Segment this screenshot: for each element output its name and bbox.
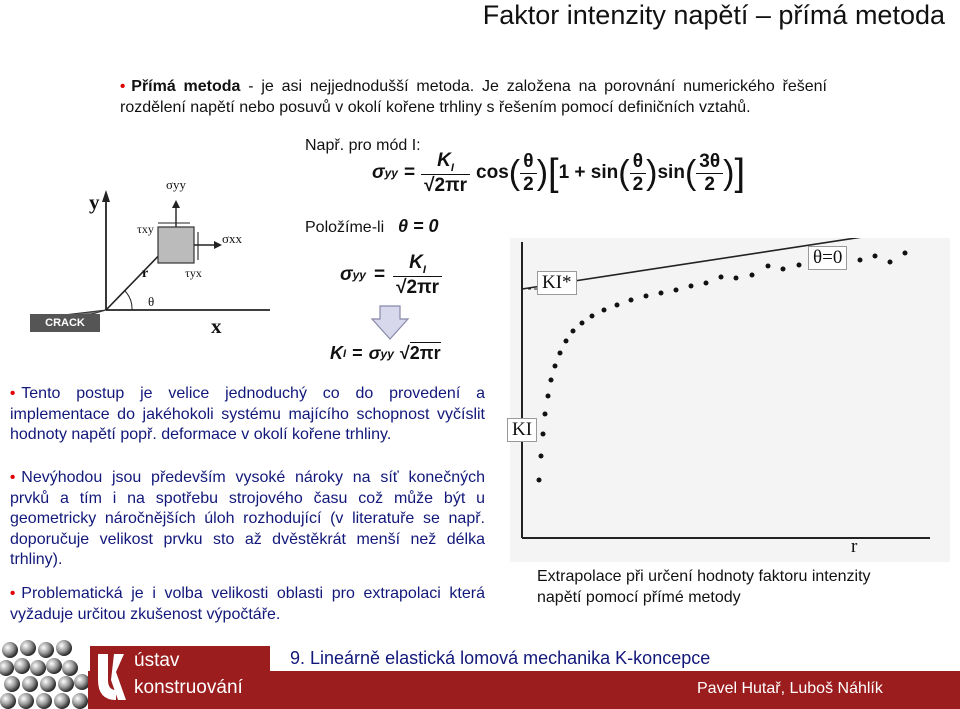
intro-paragraph (120, 77, 827, 118)
eq-two-b: 2 (632, 173, 644, 195)
eq-2pir: 2πr (434, 174, 468, 196)
eq-one-plus-sin: 1 + sin (558, 162, 619, 184)
diagram-sigma-yy: σyy (166, 177, 187, 192)
assume-label: Položíme-li (305, 219, 385, 236)
bullet-2 (10, 468, 485, 571)
spheres-logo-icon (0, 640, 88, 709)
slide-title: Faktor intenzity napětí – přímá metoda (482, 0, 945, 30)
eq3-equals: = (352, 343, 363, 363)
eq-k: K (437, 150, 451, 171)
authors: Pavel Hutař, Luboš Náhlík (697, 680, 883, 697)
eq2-k-sub: I (422, 263, 426, 276)
graph-caption: Extrapolace při určení hodnoty faktoru intenzity napětí pomocí přímé metody (537, 568, 871, 606)
crack-tip-diagram (30, 160, 290, 335)
eq-cos: cos (476, 162, 509, 184)
bullet-dot: • (10, 469, 16, 486)
bullet-3-text: Problematická je i volba velikosti oblasti pro extrapolaci která vyžaduje určitou zkušenost výpočtáře. (10, 585, 485, 623)
institute-logo (90, 646, 270, 706)
graph-ki-star: KI* (537, 271, 577, 295)
crack-text: CRACK (45, 317, 85, 329)
eq2-yy: yy (352, 268, 366, 283)
bullet-1 (10, 384, 485, 446)
logo-line-2: konstruování (134, 677, 243, 698)
eq3-yy: yy (380, 346, 394, 361)
graph-r-axis: r (851, 536, 858, 557)
diagram-y-label: y (89, 190, 100, 214)
crack-label (30, 314, 100, 332)
graph-ki-axis: KI (507, 418, 537, 442)
eq-two-c: 2 (704, 173, 715, 195)
intro-text: - je asi nejjednodušší metoda. Je založena na porovnání numerického řešení rozdělení napětí nebo posuvů v okolí kořene trhliny s řešením pomocí definičních vztahů. (120, 78, 827, 116)
eq-yy: yy (384, 166, 398, 181)
diagram-tau-xy: τxy (137, 222, 154, 236)
eq-sin: sin (657, 162, 685, 184)
bullet-dot: • (10, 585, 16, 602)
mode-label: Např. pro mód I: (305, 137, 421, 154)
diagram-x-label: x (211, 314, 222, 338)
eq-3theta: 3θ (696, 151, 723, 174)
eq3-k-sub: I (343, 347, 347, 360)
intro-bold: Přímá metoda (131, 78, 241, 95)
logo-line-1: ústav (134, 650, 180, 671)
eq-equals: = (403, 162, 416, 184)
graph-theta0: θ=0 (808, 246, 847, 270)
bullet-dot: • (120, 78, 126, 95)
theta-zero: θ = 0 (398, 216, 439, 236)
stress-equation-zero: σ yy = $\frac{K_I}{√2\pi r}$ (340, 252, 442, 299)
eq-sigma: σ (372, 162, 385, 184)
eq-theta-a: θ (520, 151, 537, 174)
eq3-k: K (330, 343, 343, 363)
bullet-1-text: Tento postup je velice jednoduchý co do provedení a implementace do jakéhokoli systému majícího schopnost vyčíslit hodnoty napětí popř. deformace v okolí kořene trhliny. (10, 385, 485, 443)
eq-fraction: $\frac{K_I}{√2\pi r}$ (421, 150, 470, 197)
eq-theta-b: θ (630, 151, 647, 174)
stress-equation: σ yy = $\frac{K_I}{√2\pi r}$ cos ( $\frac{\theta}{2}$ ) [ 1 + sin ( $\frac{\theta}{2}$ ) sin ( $\frac{3\theta}{2}$ ) ] (372, 150, 745, 196)
diagram-r-label: r (142, 266, 149, 281)
eq2-2pir: 2πr (406, 276, 440, 298)
eq3-2pir: 2πr (409, 343, 441, 363)
eq-two-a: 2 (523, 173, 534, 195)
diagram-theta-label: θ (148, 294, 155, 309)
bullet-dot: • (10, 385, 16, 402)
diagram-tau-yx: τyx (185, 266, 202, 280)
eq2-k: K (409, 252, 423, 273)
eq-k-sub: I (450, 161, 454, 174)
eq2-equals: = (373, 264, 386, 286)
bullet-3 (10, 584, 485, 625)
diagram-sigma-xx: σxx (222, 231, 243, 246)
eq3-sigma: σ (368, 343, 381, 363)
eq2-sigma: σ (340, 264, 353, 286)
uk-logo-icon (94, 650, 128, 702)
ki-equation: K I = σ yy √2πr (330, 343, 441, 363)
course-title: 9. Lineárně elastická lomová mechanika K-koncepce (290, 648, 711, 668)
down-arrow-icon (370, 305, 410, 341)
bullet-2-text: Nevýhodou jsou především vysoké nároky na síť konečných prvků a tím i na spotřebu strojového času což může být u geometricky náročnějších úloh rozhodující (v literatuře se např. doporučuje velikost prvku sto až dvěstěkrát menší než délka trhliny). (10, 469, 485, 568)
